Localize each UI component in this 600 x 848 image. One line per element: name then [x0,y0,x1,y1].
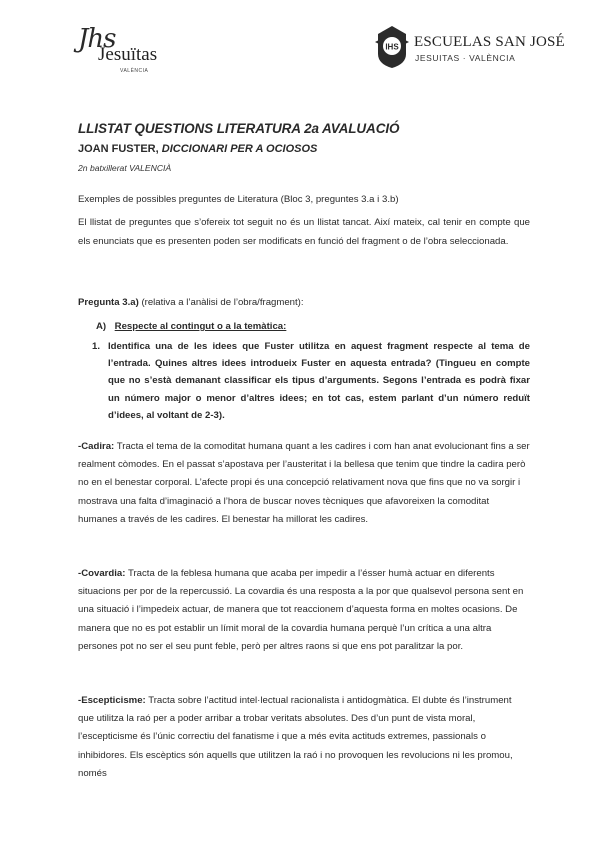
entry-text: Tracta de la feblesa humana que acaba per impedir a l’ésser humà actuar en diferents situacions per por de la repercussió. La covardia és una resposta a la por que qualsevol persona sent en una situació i l’impedeix actuar, de manera que tot reaccionem d’aquesta forma en moltes ocasions. De manera que no es pot establir un límit moral de la covardia humana perquè l’un crítica a una altra persones pot no ser el seu punt feble, però per altres raons si que ens pot paralitzar la por. [78,568,524,652]
entry-text: Tracta sobre l’actitud intel·lectual racionalista i antidogmàtica. El dubte és l’instrument que utilitza la raó per a poder arribar a trobar veritats absolutes. Des d’un punt de vista moral, l’escepticisme és l’únic correctiu del fanatisme i que a més evita actituds extremes, passionals o inhibidores. Els escèptics són aquells que utilitzen la raó i no provoquen les revolucions ni les promou, només [78,695,513,779]
entry-escepticisme [78,692,530,783]
intro-paragraph-1: Exemples de possibles preguntes de Literatura (Bloc 3, preguntes 3.a i 3.b) [78,194,399,205]
entry-covardia [78,565,530,656]
question-description: (relativa a l’anàlisi de l’obra/fragment): [138,297,304,308]
entry-cadira [78,438,530,529]
question-label: Pregunta 3.a) [78,297,139,308]
school-tagline: JESUITAS · VALÈNCIA [415,53,516,63]
document-subtitle [78,143,317,155]
entry-text: Tracta el tema de la comoditat humana quant a les cadires i com han anat evolucionant fins a ser realment còmodes. En el passat s’apostava per l’austeritat i la bellesa que tenim que tindre la cadira però no en el benestar corporal. L’afecte propi és una concepció relativament nova que fins que no va sorgir i mostrava una falta d’imaginació a l’hora de buscar noves tècniques que afavoreixen la comoditat humanes a través de les cadires. El benestar ha millorat les cadires. [78,441,530,525]
author-name: JOAN FUSTER, [78,143,159,155]
course-label: 2n batxillerat VALENCIÀ [78,163,172,173]
school-name: ESCUELAS SAN JOSÉ [414,34,565,50]
logo-brand-name: Jesuïtas [98,44,158,65]
section-a-heading [96,321,286,332]
question-item-1 [92,338,530,424]
work-title: DICCIONARI PER A OCIOSOS [161,143,318,155]
entry-term: -Cadira: [78,441,115,452]
item-text: Identifica una de les idees que Fuster utilitza en aquest fragment respecte al tema de l’entrada. Quines altres idees introdueix Fuster en aquesta entrada? (Tingueu en compte que no s’està demanant classificar els tipus d’arguments. Segons l’entrada es podrà fixar un número major o menor d’altres idees; en tot cas, estem parlant d’un número reduït d’idees, al voltant de 2-3). [108,341,530,421]
escuelas-san-jose-logo [373,24,565,74]
section-a-label: A) [96,321,107,332]
section-a-title: Respecte al contingut o a la temàtica: [114,321,287,332]
ihs-emblem-icon [373,24,411,70]
logo-script-monogram: Jhs [78,24,116,54]
intro-paragraph-2: El llistat de preguntes que s’ofereix tot seguit no és un llistat tancat. Així mateix, cal tenir en compte que els enunciats que es presenten poden ser modificats en funció del fragment o de l’obra seleccionada. [78,217,530,247]
entry-term: -Escepticisme: [78,695,146,706]
question-heading [78,294,530,313]
item-number: 1. [92,341,101,352]
jesuitas-logo [74,24,174,76]
document-title: LLISTAT QUESTIONS LITERATURA 2a AVALUACIÓ [78,121,400,136]
entry-term: -Covardia: [78,568,126,579]
logo-sub-text: VALÈNCIA [120,68,149,74]
svg-text:IHS: IHS [385,42,399,52]
